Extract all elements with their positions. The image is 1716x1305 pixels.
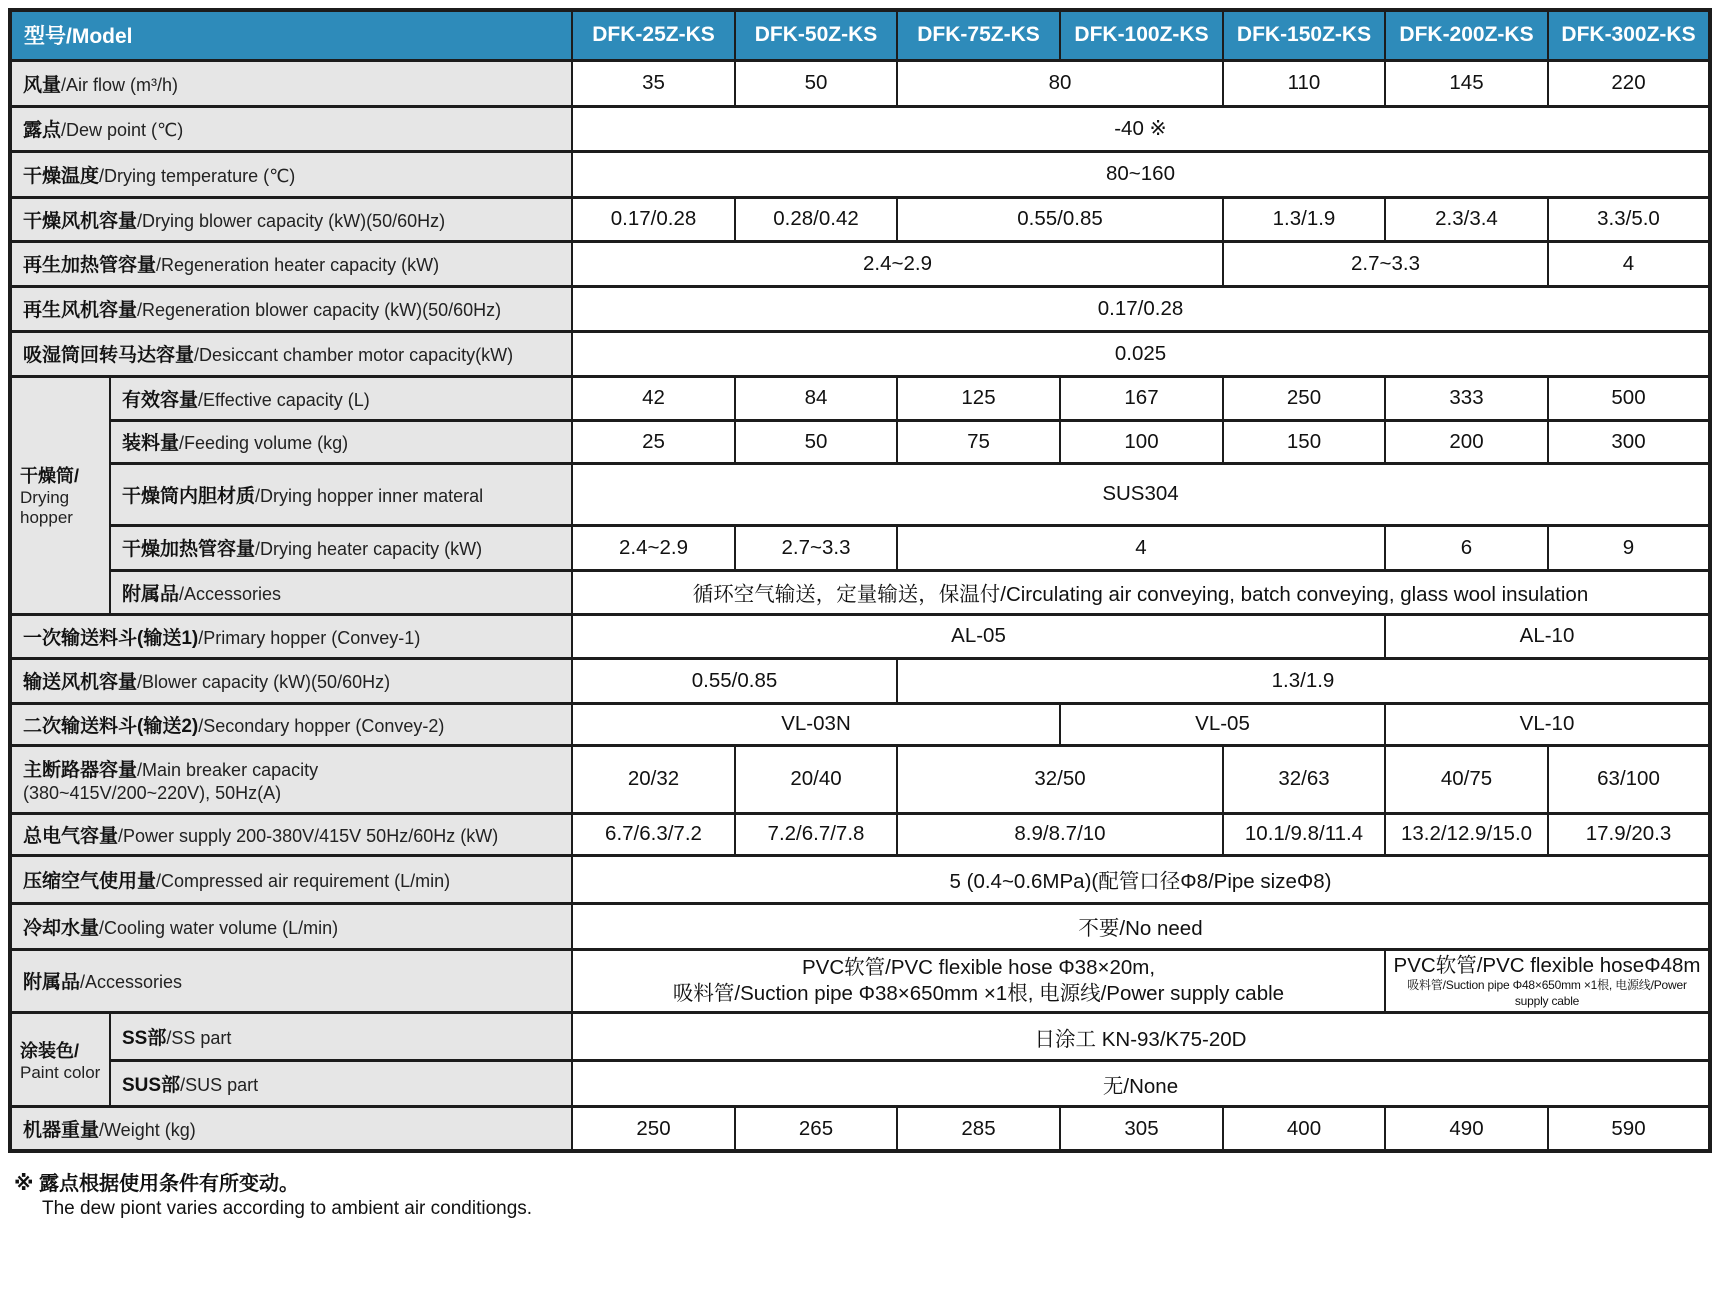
row-label-zh: 风量 bbox=[23, 74, 62, 96]
row-label-en: /Feeding volume (kg) bbox=[179, 433, 349, 453]
table-row-accessories bbox=[10, 949, 1710, 1013]
table-row-desiccant-motor-capacity bbox=[10, 331, 1710, 376]
value-cell: 0.55/0.85 bbox=[897, 197, 1223, 241]
value-cell: 4 bbox=[1548, 241, 1710, 286]
table-row-feeding-volume bbox=[10, 420, 1710, 463]
header-row bbox=[10, 10, 1710, 60]
table-header bbox=[10, 10, 1710, 60]
value-cell: 305 bbox=[1060, 1107, 1223, 1151]
row-label-drying-blower-capacity bbox=[10, 197, 572, 241]
group-label-ss-part-paint bbox=[10, 1013, 110, 1107]
row-label-cooling-water-volume bbox=[10, 903, 572, 949]
value-cell: VL-10 bbox=[1385, 703, 1710, 745]
value-cell: 20/32 bbox=[572, 745, 735, 813]
value-line: PVC软管/PVC flexible hoseΦ48m bbox=[1393, 953, 1701, 977]
row-label-effective-capacity bbox=[110, 376, 572, 420]
row-label-accessories bbox=[10, 949, 572, 1013]
row-label-zh: SUS部 bbox=[122, 1075, 181, 1097]
row-label-sus-part-paint bbox=[110, 1061, 572, 1107]
row-label-ss-part-paint bbox=[110, 1013, 572, 1061]
value-cell: 无/None bbox=[572, 1061, 1710, 1107]
row-label-zh: 干燥加热管容量 bbox=[122, 539, 256, 560]
row-label-compressed-air-requirement bbox=[10, 855, 572, 903]
value-line: 吸料管/Suction pipe Φ48×650mm ×1根, 电源线/Power supply cable bbox=[1407, 978, 1687, 1008]
value-cell: -40 ※ bbox=[572, 106, 1710, 151]
table-row-ss-part-paint bbox=[10, 1013, 1710, 1061]
row-label-weight bbox=[10, 1107, 572, 1151]
row-label-zh: 机器重量 bbox=[23, 1120, 100, 1142]
row-label-zh: 再生风机容量 bbox=[23, 300, 138, 321]
value-cell: AL-10 bbox=[1385, 614, 1710, 658]
row-label-desiccant-motor-capacity bbox=[10, 331, 572, 376]
group-label-zh: 干燥筒/ bbox=[20, 466, 80, 487]
row-label-en: /SUS part bbox=[180, 1075, 259, 1096]
value-cell: 500 bbox=[1548, 376, 1710, 420]
table-row-weight bbox=[10, 1107, 1710, 1151]
row-label-en: /Effective capacity (L) bbox=[198, 389, 370, 410]
row-label-air-flow bbox=[10, 60, 572, 106]
row-label-zh: 主断路器容量 bbox=[23, 759, 138, 781]
value-cell: 300 bbox=[1548, 420, 1710, 463]
value-cell: 6 bbox=[1385, 525, 1548, 570]
value-cell: 80~160 bbox=[572, 151, 1710, 197]
row-label-en: /Drying temperature (℃) bbox=[99, 165, 296, 186]
row-label-blower-capacity bbox=[10, 658, 572, 703]
row-label-en: /Desiccant chamber motor capacity(kW) bbox=[194, 345, 514, 365]
value-cell: 2.7~3.3 bbox=[1223, 241, 1548, 286]
row-label-zh: 冷却水量 bbox=[23, 917, 100, 939]
table-row-cooling-water-volume bbox=[10, 903, 1710, 949]
row-label-regeneration-heater-capacity bbox=[10, 241, 572, 286]
value-cell: 63/100 bbox=[1548, 745, 1710, 813]
footnote bbox=[14, 1167, 1716, 1220]
model-header-label-zh: 型号 bbox=[24, 25, 66, 49]
value-cell: 125 bbox=[897, 376, 1060, 420]
row-label-en: /Power supply 200-380V/415V 50Hz/60Hz (kW) bbox=[118, 825, 499, 846]
value-cell: 17.9/20.3 bbox=[1548, 813, 1710, 855]
row-label-en: /Accessories bbox=[80, 972, 183, 993]
value-cell: SUS304 bbox=[572, 463, 1710, 525]
value-cell: 150 bbox=[1223, 420, 1385, 463]
model-column-header: DFK-50Z-KS bbox=[735, 10, 897, 60]
table-row-effective-capacity bbox=[10, 376, 1710, 420]
table-row-secondary-hopper bbox=[10, 703, 1710, 745]
value-cell: 25 bbox=[572, 420, 735, 463]
table-row-blower-capacity bbox=[10, 658, 1710, 703]
row-label-en: /Main breaker capacity bbox=[137, 759, 319, 780]
group-label-effective-capacity bbox=[10, 376, 110, 614]
row-label-en: /Secondary hopper (Convey-2) bbox=[198, 715, 445, 736]
value-cell bbox=[572, 949, 1385, 1013]
value-cell: 0.55/0.85 bbox=[572, 658, 897, 703]
value-cell: 3.3/5.0 bbox=[1548, 197, 1710, 241]
value-cell: 42 bbox=[572, 376, 735, 420]
value-cell: 32/63 bbox=[1223, 745, 1385, 813]
value-cell: 7.2/6.7/7.8 bbox=[735, 813, 897, 855]
model-column-header: DFK-100Z-KS bbox=[1060, 10, 1223, 60]
row-label-en: /SS part bbox=[166, 1028, 232, 1049]
value-cell: 490 bbox=[1385, 1107, 1548, 1151]
value-cell: 35 bbox=[572, 60, 735, 106]
model-column-header: DFK-300Z-KS bbox=[1548, 10, 1710, 60]
value-line: PVC软管/PVC flexible hose Φ38×20m, bbox=[801, 956, 1156, 980]
table-row-regeneration-blower-capacity bbox=[10, 286, 1710, 331]
row-label-zh: 二次输送料斗(输送2) bbox=[23, 715, 199, 737]
value-cell: 285 bbox=[897, 1107, 1060, 1151]
value-cell: 0.17/0.28 bbox=[572, 197, 735, 241]
row-label-secondary-hopper bbox=[10, 703, 572, 745]
value-cell: 循环空气输送，定量输送，保温付/Circulating air conveying, batch conveying, glass wool insulation bbox=[572, 570, 1710, 614]
value-cell: 110 bbox=[1223, 60, 1385, 106]
value-cell: 2.4~2.9 bbox=[572, 525, 735, 570]
value-cell: 50 bbox=[735, 60, 897, 106]
row-label-en: /Drying blower capacity (kW)(50/60Hz) bbox=[137, 210, 446, 231]
value-cell: 590 bbox=[1548, 1107, 1710, 1151]
group-label-en: Paint color bbox=[20, 1063, 101, 1083]
model-column-header: DFK-25Z-KS bbox=[572, 10, 735, 60]
footnote-line-en: The dew piont varies according to ambient air conditiongs. bbox=[42, 1197, 533, 1219]
value-cell bbox=[1385, 949, 1710, 1013]
row-label-zh: 干燥风机容量 bbox=[23, 210, 138, 232]
value-cell: 50 bbox=[735, 420, 897, 463]
row-label-primary-hopper bbox=[10, 614, 572, 658]
table-row-sus-part-paint bbox=[10, 1061, 1710, 1107]
group-label-zh: 涂装色/ bbox=[20, 1041, 80, 1062]
table-row-power-supply bbox=[10, 813, 1710, 855]
value-cell: 2.4~2.9 bbox=[572, 241, 1223, 286]
value-cell: 13.2/12.9/15.0 bbox=[1385, 813, 1548, 855]
value-cell: 0.17/0.28 bbox=[572, 286, 1710, 331]
value-cell: 10.1/9.8/11.4 bbox=[1223, 813, 1385, 855]
value-cell: 250 bbox=[572, 1107, 735, 1151]
value-cell: 84 bbox=[735, 376, 897, 420]
row-label-en: /Accessories bbox=[179, 583, 282, 604]
value-cell: 75 bbox=[897, 420, 1060, 463]
table-row-dew-point bbox=[10, 106, 1710, 151]
row-label-en: /Dew point (℃) bbox=[61, 120, 184, 140]
value-cell: 145 bbox=[1385, 60, 1548, 106]
value-cell: 0.28/0.42 bbox=[735, 197, 897, 241]
row-label-zh: 再生加热管容量 bbox=[23, 255, 157, 276]
row-label-hopper-inner-material bbox=[110, 463, 572, 525]
value-cell: 2.3/3.4 bbox=[1385, 197, 1548, 241]
row-label-zh: 干燥筒内胆材质 bbox=[122, 485, 256, 507]
table-row-drying-heater-capacity bbox=[10, 525, 1710, 570]
row-label-zh: 吸湿筒回转马达容量 bbox=[23, 345, 195, 366]
value-cell: 6.7/6.3/7.2 bbox=[572, 813, 735, 855]
row-label-line2: (380~415V/200~220V), 50Hz(A) bbox=[23, 782, 282, 803]
value-cell: 20/40 bbox=[735, 745, 897, 813]
row-label-dew-point bbox=[10, 106, 572, 151]
value-cell: 32/50 bbox=[897, 745, 1223, 813]
value-cell: 220 bbox=[1548, 60, 1710, 106]
value-cell: 4 bbox=[897, 525, 1385, 570]
row-label-zh: 一次输送料斗(输送1) bbox=[23, 627, 199, 649]
row-label-main-breaker-capacity bbox=[10, 745, 572, 813]
value-cell: 80 bbox=[897, 60, 1223, 106]
row-label-zh: 压缩空气使用量 bbox=[23, 870, 157, 892]
spec-sheet bbox=[0, 8, 1716, 1305]
table-row-hopper-accessories bbox=[10, 570, 1710, 614]
row-label-en: /Primary hopper (Convey-1) bbox=[198, 627, 421, 648]
row-label-en: /Air flow (m³/h) bbox=[61, 74, 179, 95]
value-cell: 0.025 bbox=[572, 331, 1710, 376]
row-label-en: /Regeneration blower capacity (kW)(50/60Hz) bbox=[137, 300, 502, 320]
value-cell: VL-03N bbox=[572, 703, 1060, 745]
row-label-zh: 总电气容量 bbox=[23, 825, 119, 847]
value-cell: 1.3/1.9 bbox=[1223, 197, 1385, 241]
model-column-header: DFK-200Z-KS bbox=[1385, 10, 1548, 60]
row-label-drying-temperature bbox=[10, 151, 572, 197]
row-label-zh: 附属品 bbox=[122, 583, 180, 605]
value-cell: 167 bbox=[1060, 376, 1223, 420]
model-column-header: DFK-75Z-KS bbox=[897, 10, 1060, 60]
table-row-air-flow bbox=[10, 60, 1710, 106]
value-cell: 8.9/8.7/10 bbox=[897, 813, 1223, 855]
value-cell: 1.3/1.9 bbox=[897, 658, 1710, 703]
value-cell: 400 bbox=[1223, 1107, 1385, 1151]
value-cell: 日涂工 KN-93/K75-20D bbox=[572, 1013, 1710, 1061]
row-label-drying-heater-capacity bbox=[110, 525, 572, 570]
value-cell: 333 bbox=[1385, 376, 1548, 420]
value-cell: 不要/No need bbox=[572, 903, 1710, 949]
row-label-en: /Cooling water volume (L/min) bbox=[99, 917, 339, 938]
row-label-en: /Compressed air requirement (L/min) bbox=[156, 870, 451, 891]
table-row-drying-temperature bbox=[10, 151, 1710, 197]
table-body bbox=[10, 60, 1710, 1151]
row-label-feeding-volume bbox=[110, 420, 572, 463]
value-cell: 250 bbox=[1223, 376, 1385, 420]
table-row-hopper-inner-material bbox=[10, 463, 1710, 525]
row-label-en: /Drying heater capacity (kW) bbox=[255, 539, 483, 559]
value-cell: 100 bbox=[1060, 420, 1223, 463]
row-label-zh: 有效容量 bbox=[122, 389, 199, 411]
row-label-regeneration-blower-capacity bbox=[10, 286, 572, 331]
row-label-zh: 输送风机容量 bbox=[23, 672, 138, 693]
value-line: 吸料管/Suction pipe Φ38×650mm ×1根, 电源线/Power supply cable bbox=[672, 981, 1285, 1005]
row-label-zh: 装料量 bbox=[122, 433, 180, 454]
table-row-drying-blower-capacity bbox=[10, 197, 1710, 241]
footnote-line-zh: ※ 露点根据使用条件有所变动。 bbox=[14, 1172, 299, 1195]
row-label-zh: 露点 bbox=[23, 120, 62, 141]
table-row-regeneration-heater-capacity bbox=[10, 241, 1710, 286]
row-label-zh: 干燥温度 bbox=[23, 165, 100, 187]
row-label-en: /Regeneration heater capacity (kW) bbox=[156, 255, 440, 275]
table-row-compressed-air-requirement bbox=[10, 855, 1710, 903]
row-label-en: /Weight (kg) bbox=[99, 1120, 196, 1141]
row-label-power-supply bbox=[10, 813, 572, 855]
value-cell: VL-05 bbox=[1060, 703, 1385, 745]
spec-table bbox=[8, 8, 1712, 1153]
row-label-hopper-accessories bbox=[110, 570, 572, 614]
value-cell: 2.7~3.3 bbox=[735, 525, 897, 570]
value-cell: 265 bbox=[735, 1107, 897, 1151]
value-cell: AL-05 bbox=[572, 614, 1385, 658]
row-label-zh: 附属品 bbox=[23, 972, 81, 994]
row-label-en: /Drying hopper inner materal bbox=[255, 485, 484, 506]
group-label-en: Drying hopper bbox=[20, 488, 73, 527]
row-label-zh: SS部 bbox=[122, 1028, 167, 1050]
table-row-main-breaker-capacity bbox=[10, 745, 1710, 813]
value-cell: 200 bbox=[1385, 420, 1548, 463]
model-header-label bbox=[10, 10, 572, 60]
value-cell: 5 (0.4~0.6MPa)(配管口径Φ8/Pipe sizeΦ8) bbox=[572, 855, 1710, 903]
model-column-header: DFK-150Z-KS bbox=[1223, 10, 1385, 60]
value-cell: 9 bbox=[1548, 525, 1710, 570]
model-header-label-en: /Model bbox=[66, 25, 133, 49]
table-row-primary-hopper bbox=[10, 614, 1710, 658]
value-cell: 40/75 bbox=[1385, 745, 1548, 813]
row-label-en: /Blower capacity (kW)(50/60Hz) bbox=[137, 672, 391, 692]
